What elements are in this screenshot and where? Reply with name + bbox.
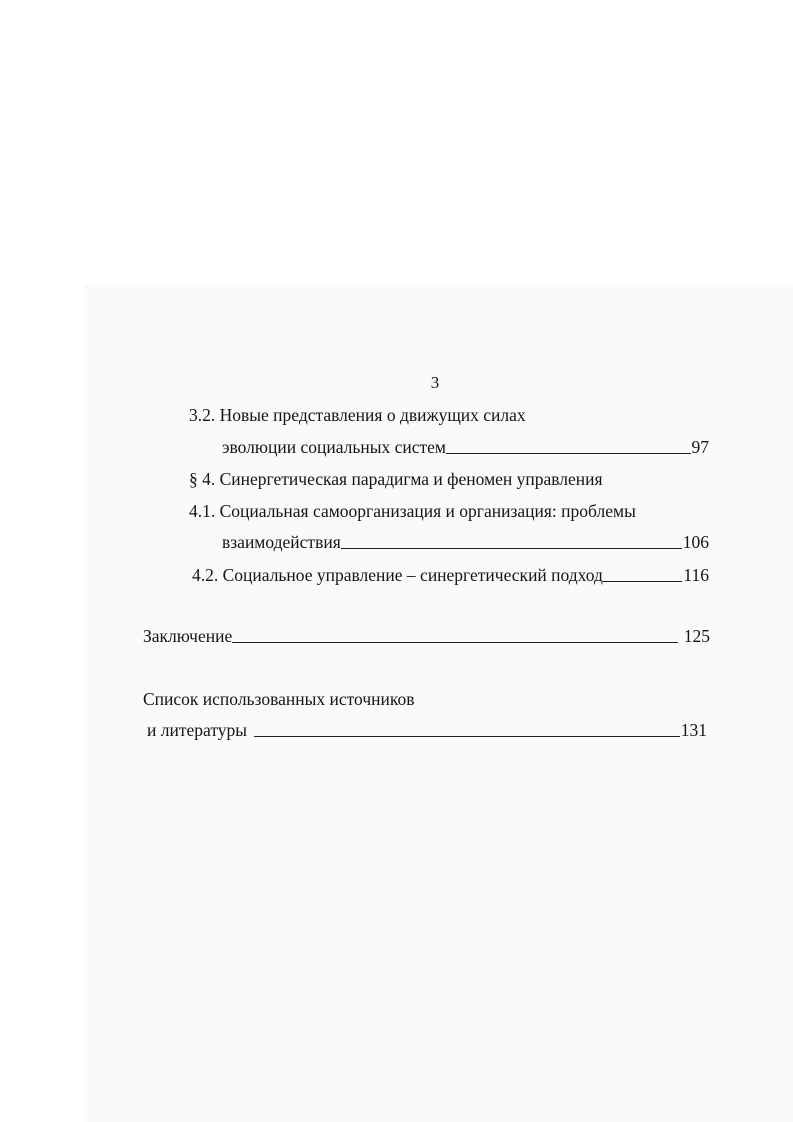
page-number: 3 <box>430 373 440 392</box>
toc-conclusion-page: 125 <box>683 626 710 646</box>
toc-entry-4-1-line2: взаимодействия <box>222 532 341 552</box>
toc-entry-3-2-line2: эволюции социальных систем <box>222 437 446 457</box>
toc-conclusion <box>143 624 710 648</box>
toc-entry-3-2 <box>222 435 709 459</box>
toc-entry-4-1-line1: 4.1. Социальная самоорганизация и организация: проблемы <box>189 501 636 521</box>
toc-sources-line1: Список использованных источников <box>143 689 415 709</box>
toc-sources-page: 131 <box>680 720 707 740</box>
toc-entry-4-2-page: 116 <box>683 565 709 585</box>
leader-line <box>232 641 678 643</box>
toc-entry-4-2-text: 4.2. Социальное управление – синергетический подход <box>192 565 603 585</box>
toc-entry-3-2-line1: 3.2. Новые представления о движущих силах <box>189 405 526 425</box>
toc-entry-3-2-page: 97 <box>691 437 709 457</box>
toc-sources <box>147 718 707 742</box>
toc-sources-line2: и литературы <box>147 720 247 740</box>
toc-entry-4-1-page: 106 <box>682 532 709 552</box>
leader-line <box>603 580 682 582</box>
toc-entry-4-2 <box>192 563 709 587</box>
leader-line <box>341 547 682 549</box>
toc-section-4: § 4. Синергетическая парадигма и феномен управления <box>189 469 603 489</box>
toc-conclusion-text: Заключение <box>143 626 233 646</box>
leader-line <box>254 735 680 737</box>
leader-line <box>446 452 691 454</box>
toc-entry-4-1 <box>222 530 709 554</box>
